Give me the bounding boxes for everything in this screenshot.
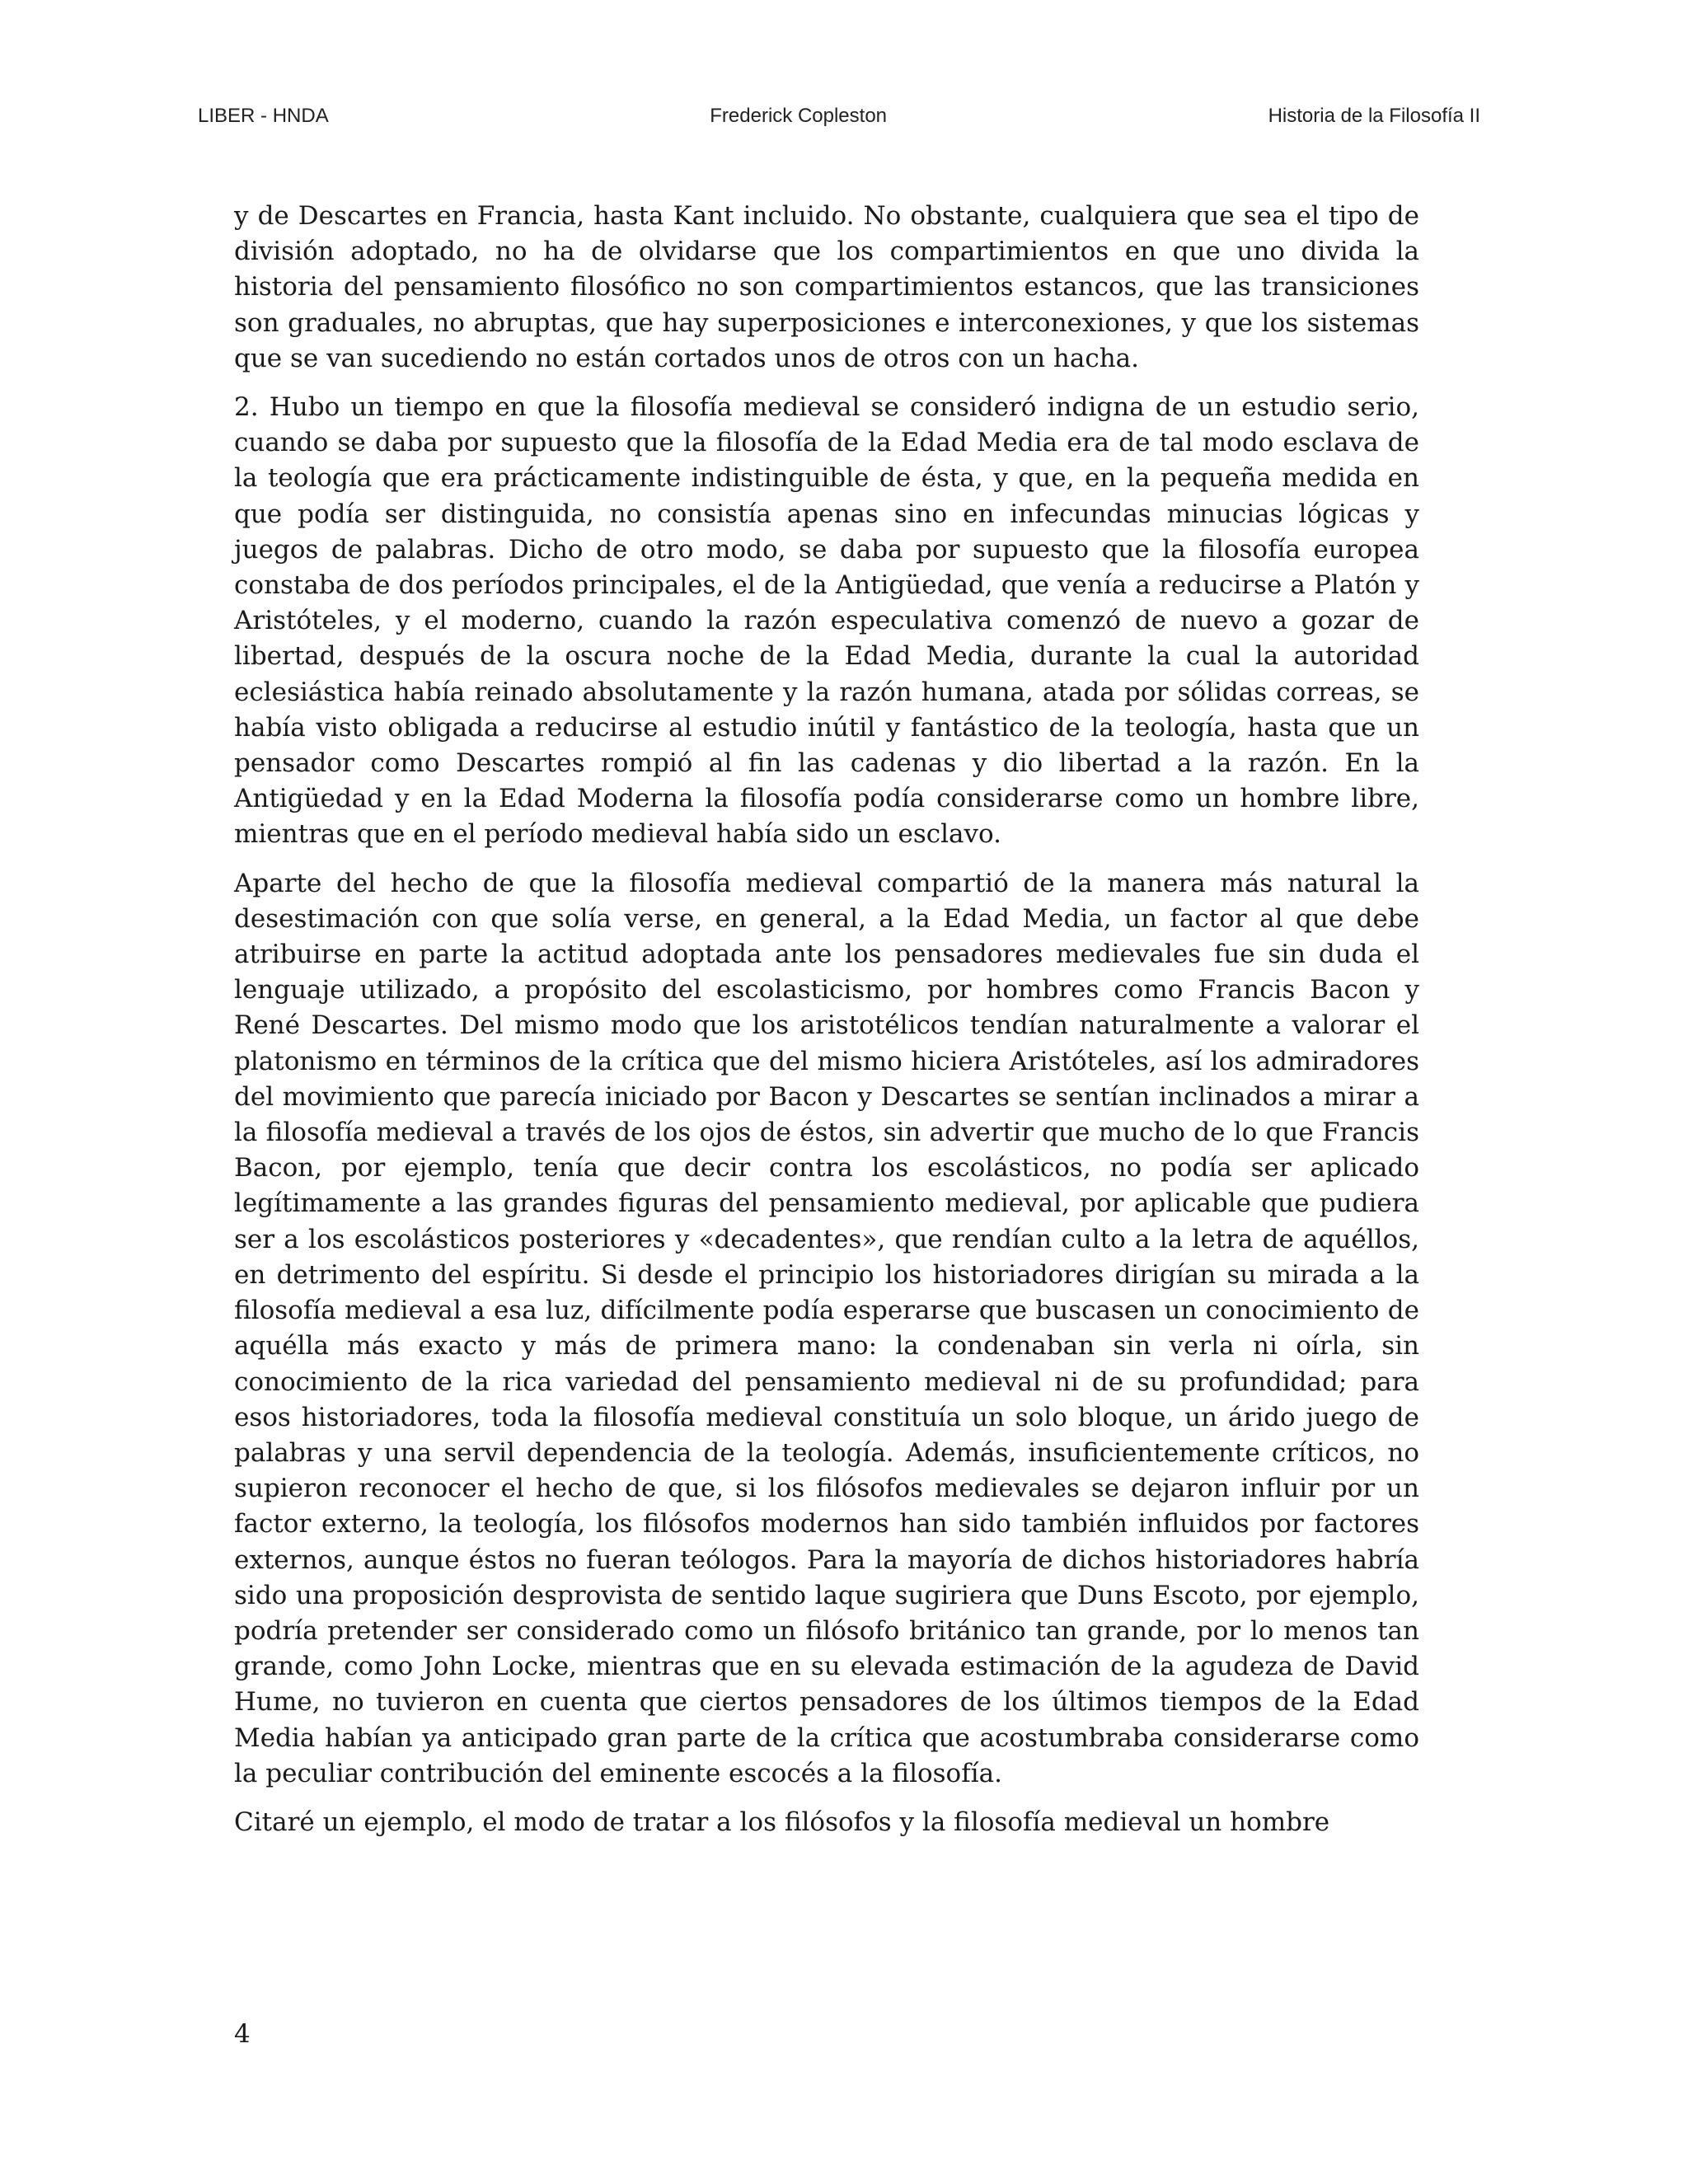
paragraph-2: 2. Hubo un tiempo en que la filosofía medieval se consideró indigna de un estudio serio, cuando se daba por supuesto que la filosofía de la Edad Media era de tal modo esclava de la teología que era prácticamente indistinguible de ésta, y que, en la pequeña medida en que podía ser distinguida, no consistía apenas sino en infecundas minucias lógicas y juegos de palabras. Dicho de otro modo, se daba por supuesto que la filosofía europea constaba de dos períodos principales, el de la Antigüedad, que venía a reducirse a Platón y Aristóteles, y el moderno, cuando la razón especulativa comenzó de nuevo a gozar de libertad, después de la oscura noche de la Edad Media, durante la cual la autoridad eclesiástica había reinado absolutamente y la razón humana, atada por sólidas correas, se había visto obligada a reducirse al estudio inútil y fantástico de la teología, hasta que un pensador como Descartes rompió al fin las cadenas y dio libertad a la razón. En la Antigüedad y en la Edad Moderna la filosofía podía considerarse como un hombre libre, mientras que en el período medieval había sido un esclavo. xyxy=(234,392,1419,850)
paragraph-4: Citaré un ejemplo, el modo de tratar a los filósofos y la filosofía medieval un hombre xyxy=(234,1807,1330,1837)
paragraph-3: Aparte del hecho de que la filosofía medieval compartió de la manera más natural la desestimación con que solía verse, en general, a la Edad Media, un factor al que debe atribuirse en parte la actitud adoptada ante los pensadores medievales fue sin duda el lenguaje utilizado, a propósito del escolasticismo, por hombres como Francis Bacon y René Descartes. Del mismo modo que los aristotélicos tendían naturalmente a valorar el platonismo en términos de la crítica que del mismo hiciera Aristóteles, así los admiradores del movimiento que parecía iniciado por Bacon y Descartes se sentían inclinados a mirar a la filosofía medieval a través de los ojos de éstos, sin advertir que mucho de lo que Francis Bacon, por ejemplo, tenía que decir contra los escolásticos, no podía ser aplicado legítimamente a las grandes figuras del pensamiento medieval, por aplicable que pudiera ser a los escolásticos posteriores y «decadentes», que rendían culto a la letra de aquéllos, en detrimento del espíritu. Si desde el principio los historiadores dirigían su mirada a la filosofía medieval a esa luz, difícilmente podía esperarse que buscasen un conocimiento de aquélla más exacto y más de primera mano: la condenaban sin verla ni oírla, sin conocimiento de la rica variedad del pensamiento medieval ni de su profundidad; para esos historiadores, toda la filosofía medieval constituía un solo bloque, un árido juego de palabras y una servil dependencia de la teología. Además, insuficientemente críticos, no supieron reconocer el hecho de que, si los filósofos medievales se dejaron influir por un factor externo, la teología, los filósofos modernos han sido también influidos por factores externos, aunque éstos no fueran teólogos. Para la mayoría de dichos historiadores habría sido una proposición desprovista de sentido laque sugiriera que Duns Escoto, por ejemplo, podría pretender ser considerado como un filósofo británico tan grande, por lo menos tan grande, como John Locke, mientras que en su elevada estimación de la agudeza de David Hume, no tuvieron en cuenta que ciertos pensadores de los últimos tiempos de la Edad Media habían ya anticipado gran parte de la crítica que acostumbraba considerarse como la peculiar contribución del eminente escocés a la filosofía. xyxy=(234,868,1419,1788)
paragraph-1: y de Descartes en Francia, hasta Kant incluido. No obstante, cualquiera que sea el tipo de división adoptado, no ha de olvidarse que los compartimientos en que uno divida la historia del pensamiento filosófico no son compartimientos estancos, que las transiciones son graduales, no abruptas, que hay superposiciones e interconexiones, y que los sistemas que se van sucediendo no están cortados unos de otros con un hacha. xyxy=(234,201,1419,373)
header-left-collection: LIBER - HNDA xyxy=(198,105,329,127)
header-right-title: Historia de la Filosofía II xyxy=(1268,105,1480,127)
body-text xyxy=(234,199,1419,1854)
page-number: 4 xyxy=(234,2019,251,2049)
header-center-author: Frederick Copleston xyxy=(710,105,888,127)
running-header xyxy=(198,100,1480,133)
